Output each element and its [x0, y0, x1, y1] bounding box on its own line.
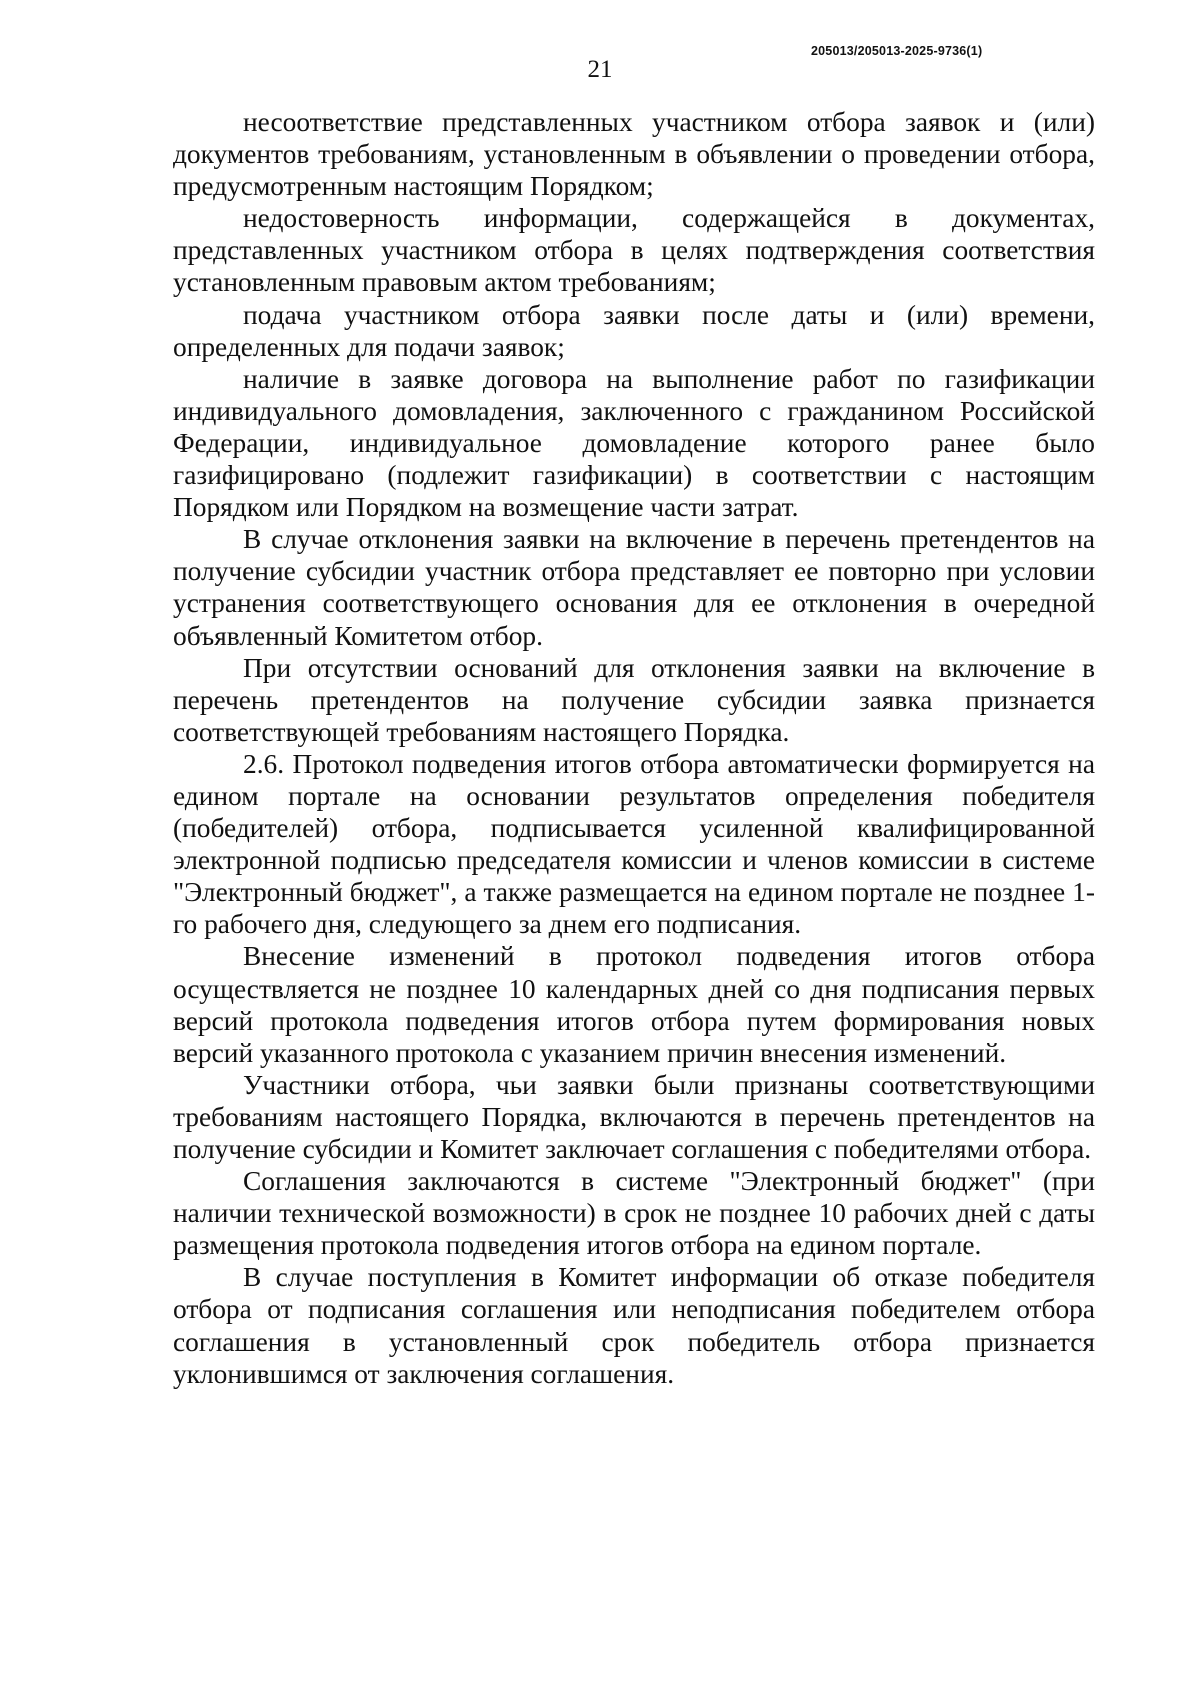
page-number: 21: [587, 56, 613, 83]
paragraph: Участники отбора, чьи заявки были признаны соответствующими требованиям настоящего Порядка, включаются в перечень претендентов на получение субсидии и Комитет заключает соглашения с победителями отбора.: [173, 1069, 1095, 1164]
paragraph: подача участником отбора заявки после даты и (или) времени, определенных для подачи заявок;: [173, 299, 1095, 362]
paragraph: При отсутствии оснований для отклонения заявки на включение в перечень претендентов на получение субсидии заявка признается соответствующей требованиям настоящего Порядка.: [173, 652, 1095, 747]
paragraph: 2.6. Протокол подведения итогов отбора автоматически формируется на едином портале на основании результатов определения победителя (победителей) отбора, подписывается усиленной квалифицированной электронной подписью председателя комиссии и членов комиссии в системе "Электронный бюджет", а также размещается на едином портале не позднее 1-го рабочего дня, следующего за днем его подписания.: [173, 748, 1095, 940]
document-id: 205013/205013-2025-9736(1): [811, 44, 983, 58]
paragraph: В случае поступления в Комитет информации об отказе победителя отбора от подписания соглашения или неподписания победителем отбора соглашения в установленный срок победитель отбора признается уклонившимся от заключения соглашения.: [173, 1262, 1095, 1389]
paragraph: несоответствие представленных участником отбора заявок и (или) документов требованиям, установленным в объявлении о проведении отбора, предусмотренным настоящим Порядком;: [173, 107, 1095, 202]
paragraph: Соглашения заключаются в системе "Электронный бюджет" (при наличии технической возможности) в срок не позднее 10 рабочих дней с даты размещения протокола подведения итогов отбора на едином портале.: [173, 1166, 1095, 1261]
paragraph: недостоверность информации, содержащейся в документах, представленных участником отбора в целях подтверждения соответствия установленным правовым актом требованиям;: [173, 203, 1095, 298]
paragraph: наличие в заявке договора на выполнение работ по газификации индивидуального домовладения, заключенного с гражданином Российской Федерации, индивидуальное домовладение которого ранее было газифицировано (подлежит газификации) в соответствии с настоящим Порядком или Порядком на возмещение части затрат.: [173, 363, 1095, 523]
paragraph: Внесение изменений в протокол подведения итогов отбора осуществляется не позднее 10 календарных дней со дня подписания первых версий протокола подведения итогов отбора путем формирования новых версий указанного протокола с указанием причин внесения изменений.: [173, 941, 1095, 1068]
paragraph: В случае отклонения заявки на включение в перечень претендентов на получение субсидии участник отбора представляет ее повторно при условии устранения соответствующего основания для ее отклонения в очередной объявленный Комитетом отбор.: [173, 524, 1095, 651]
document-body: [173, 106, 1095, 1390]
